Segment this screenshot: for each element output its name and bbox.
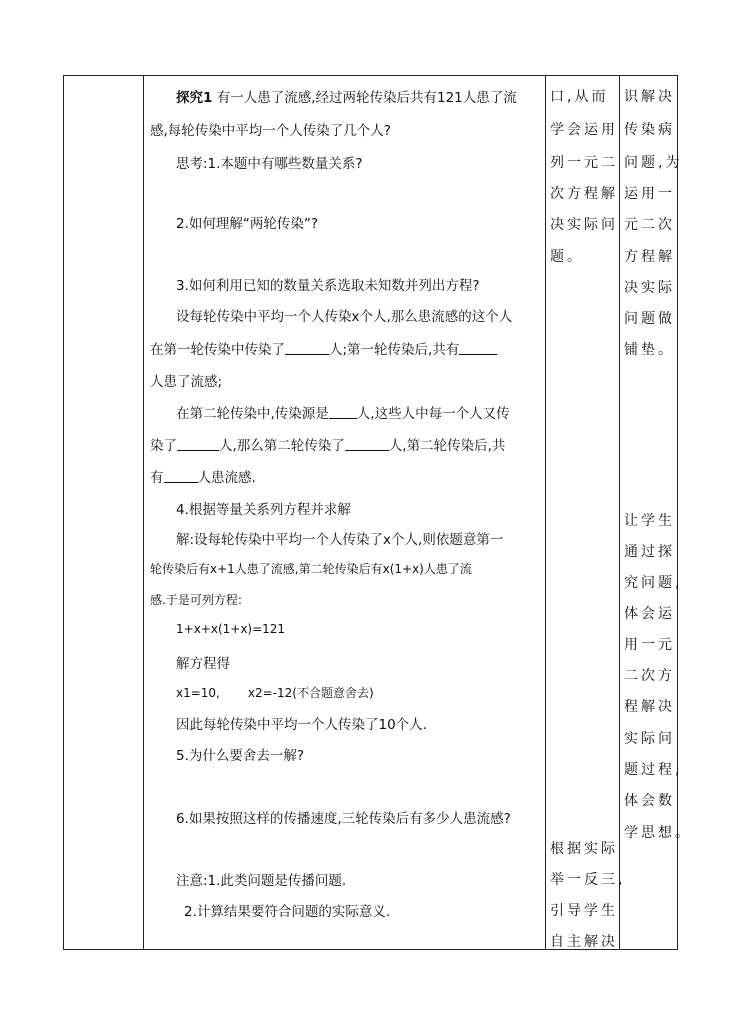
text-line: 轮传染后有x+1人患了流感,第二轮传染后有x(1+x)人患了流 [150, 562, 472, 576]
text-line: 5.为什么要舍去一解? [176, 748, 305, 764]
text-line: 举一反三, [550, 872, 626, 888]
text-line: 3.如何利用已知的数量关系选取未知数并列出方程? [176, 278, 480, 294]
text-line: 引导学生 [550, 903, 618, 919]
text-line: 解方程得 [176, 656, 230, 672]
text-line: 铺垫。 [624, 342, 675, 358]
text-line: 设每轮传染中平均一个人传染x个人,那么患流感的这个人 [176, 309, 513, 325]
text-line: 学会运用 [550, 122, 618, 138]
text-line: 感,每轮传染中平均一个人传染了几个人? [150, 123, 391, 139]
lesson-table [63, 75, 692, 950]
fill-blank [459, 342, 497, 355]
text-line: 体会运 [624, 606, 675, 622]
text-line: 识解决 [624, 89, 675, 105]
text-line: 学思想。 [624, 825, 692, 841]
text-line: 列一元二 [550, 155, 618, 171]
fill-blank [345, 438, 389, 451]
text-line: 实际问 [624, 731, 675, 747]
text-line: 有 人患流感. [150, 470, 256, 486]
text-line: 根据实际 [550, 841, 618, 857]
solution-line: x1=10, x2=-12(不合题意舍去) [176, 686, 374, 700]
inquiry-label: 探究1 [176, 90, 213, 106]
text-line: 探究1 有一人患了流感,经过两轮传染后共有121人患了流 [176, 90, 517, 106]
text-line: 决实际问 [550, 217, 618, 233]
text-line: 在第二轮传染中,传染源是 人,这些人中每一个人又传 [176, 406, 510, 422]
text-line: 体会数 [624, 793, 675, 809]
text-line: 6.如果按照这样的传播速度,三轮传染后有多少人患流感? [176, 811, 511, 827]
text-line: 染了 人,那么第二轮传染了 人,第二轮传染后,共 [150, 438, 506, 454]
text-line: 问题,为 [624, 155, 683, 171]
text-line: 程解决 [624, 699, 675, 715]
text-line: 注意:1.此类问题是传播问题. [176, 873, 347, 889]
text-line: 思考:1.本题中有哪些数量关系? [176, 156, 363, 172]
text-line: 通过探 [624, 544, 675, 560]
text-line: 解:设每轮传染中平均一个人传染了x个人,则依题意第一 [176, 532, 504, 548]
text-line: 用一元 [624, 637, 675, 653]
fill-blank [164, 470, 198, 483]
text-line: 决实际 [624, 280, 675, 296]
column-divider [143, 76, 144, 949]
text-line: 题。 [550, 249, 584, 265]
column-divider [619, 76, 620, 949]
text-line: 传染病 [624, 122, 675, 138]
text-line: 口,从而 [550, 89, 609, 105]
text-line: 因此每轮传染中平均一个人传染了10个人. [176, 717, 427, 733]
text-line: 自主解决 [550, 934, 618, 950]
text-line: 感.于是可列方程: [150, 593, 242, 607]
fill-blank [329, 406, 357, 419]
equation: 1+x+x(1+x)=121 [176, 622, 286, 636]
text-line: 元二次 [624, 217, 675, 233]
column-divider [545, 76, 546, 949]
text-line: 在第一轮传染中传染了 人;第一轮传染后,共有 [150, 338, 497, 358]
text-line: 2.计算结果要符合问题的实际意义. [184, 904, 391, 920]
text-line: 4.根据等量关系列方程并求解 [176, 502, 351, 518]
text-line: 方程解 [624, 249, 675, 265]
text-line: 题过程, [624, 762, 683, 778]
text-line: 问题做 [624, 311, 675, 327]
text-line: 二次方 [624, 668, 675, 684]
text-line: 人患了流感; [150, 374, 223, 390]
fill-blank [177, 438, 219, 451]
text-line: 让学生 [624, 513, 675, 529]
text-line: 究问题, [624, 575, 683, 591]
fill-blank [285, 342, 329, 355]
text-line: 运用一 [624, 186, 675, 202]
text-line: 次方程解 [550, 186, 618, 202]
text-line: 2.如何理解“两轮传染”? [176, 216, 319, 232]
